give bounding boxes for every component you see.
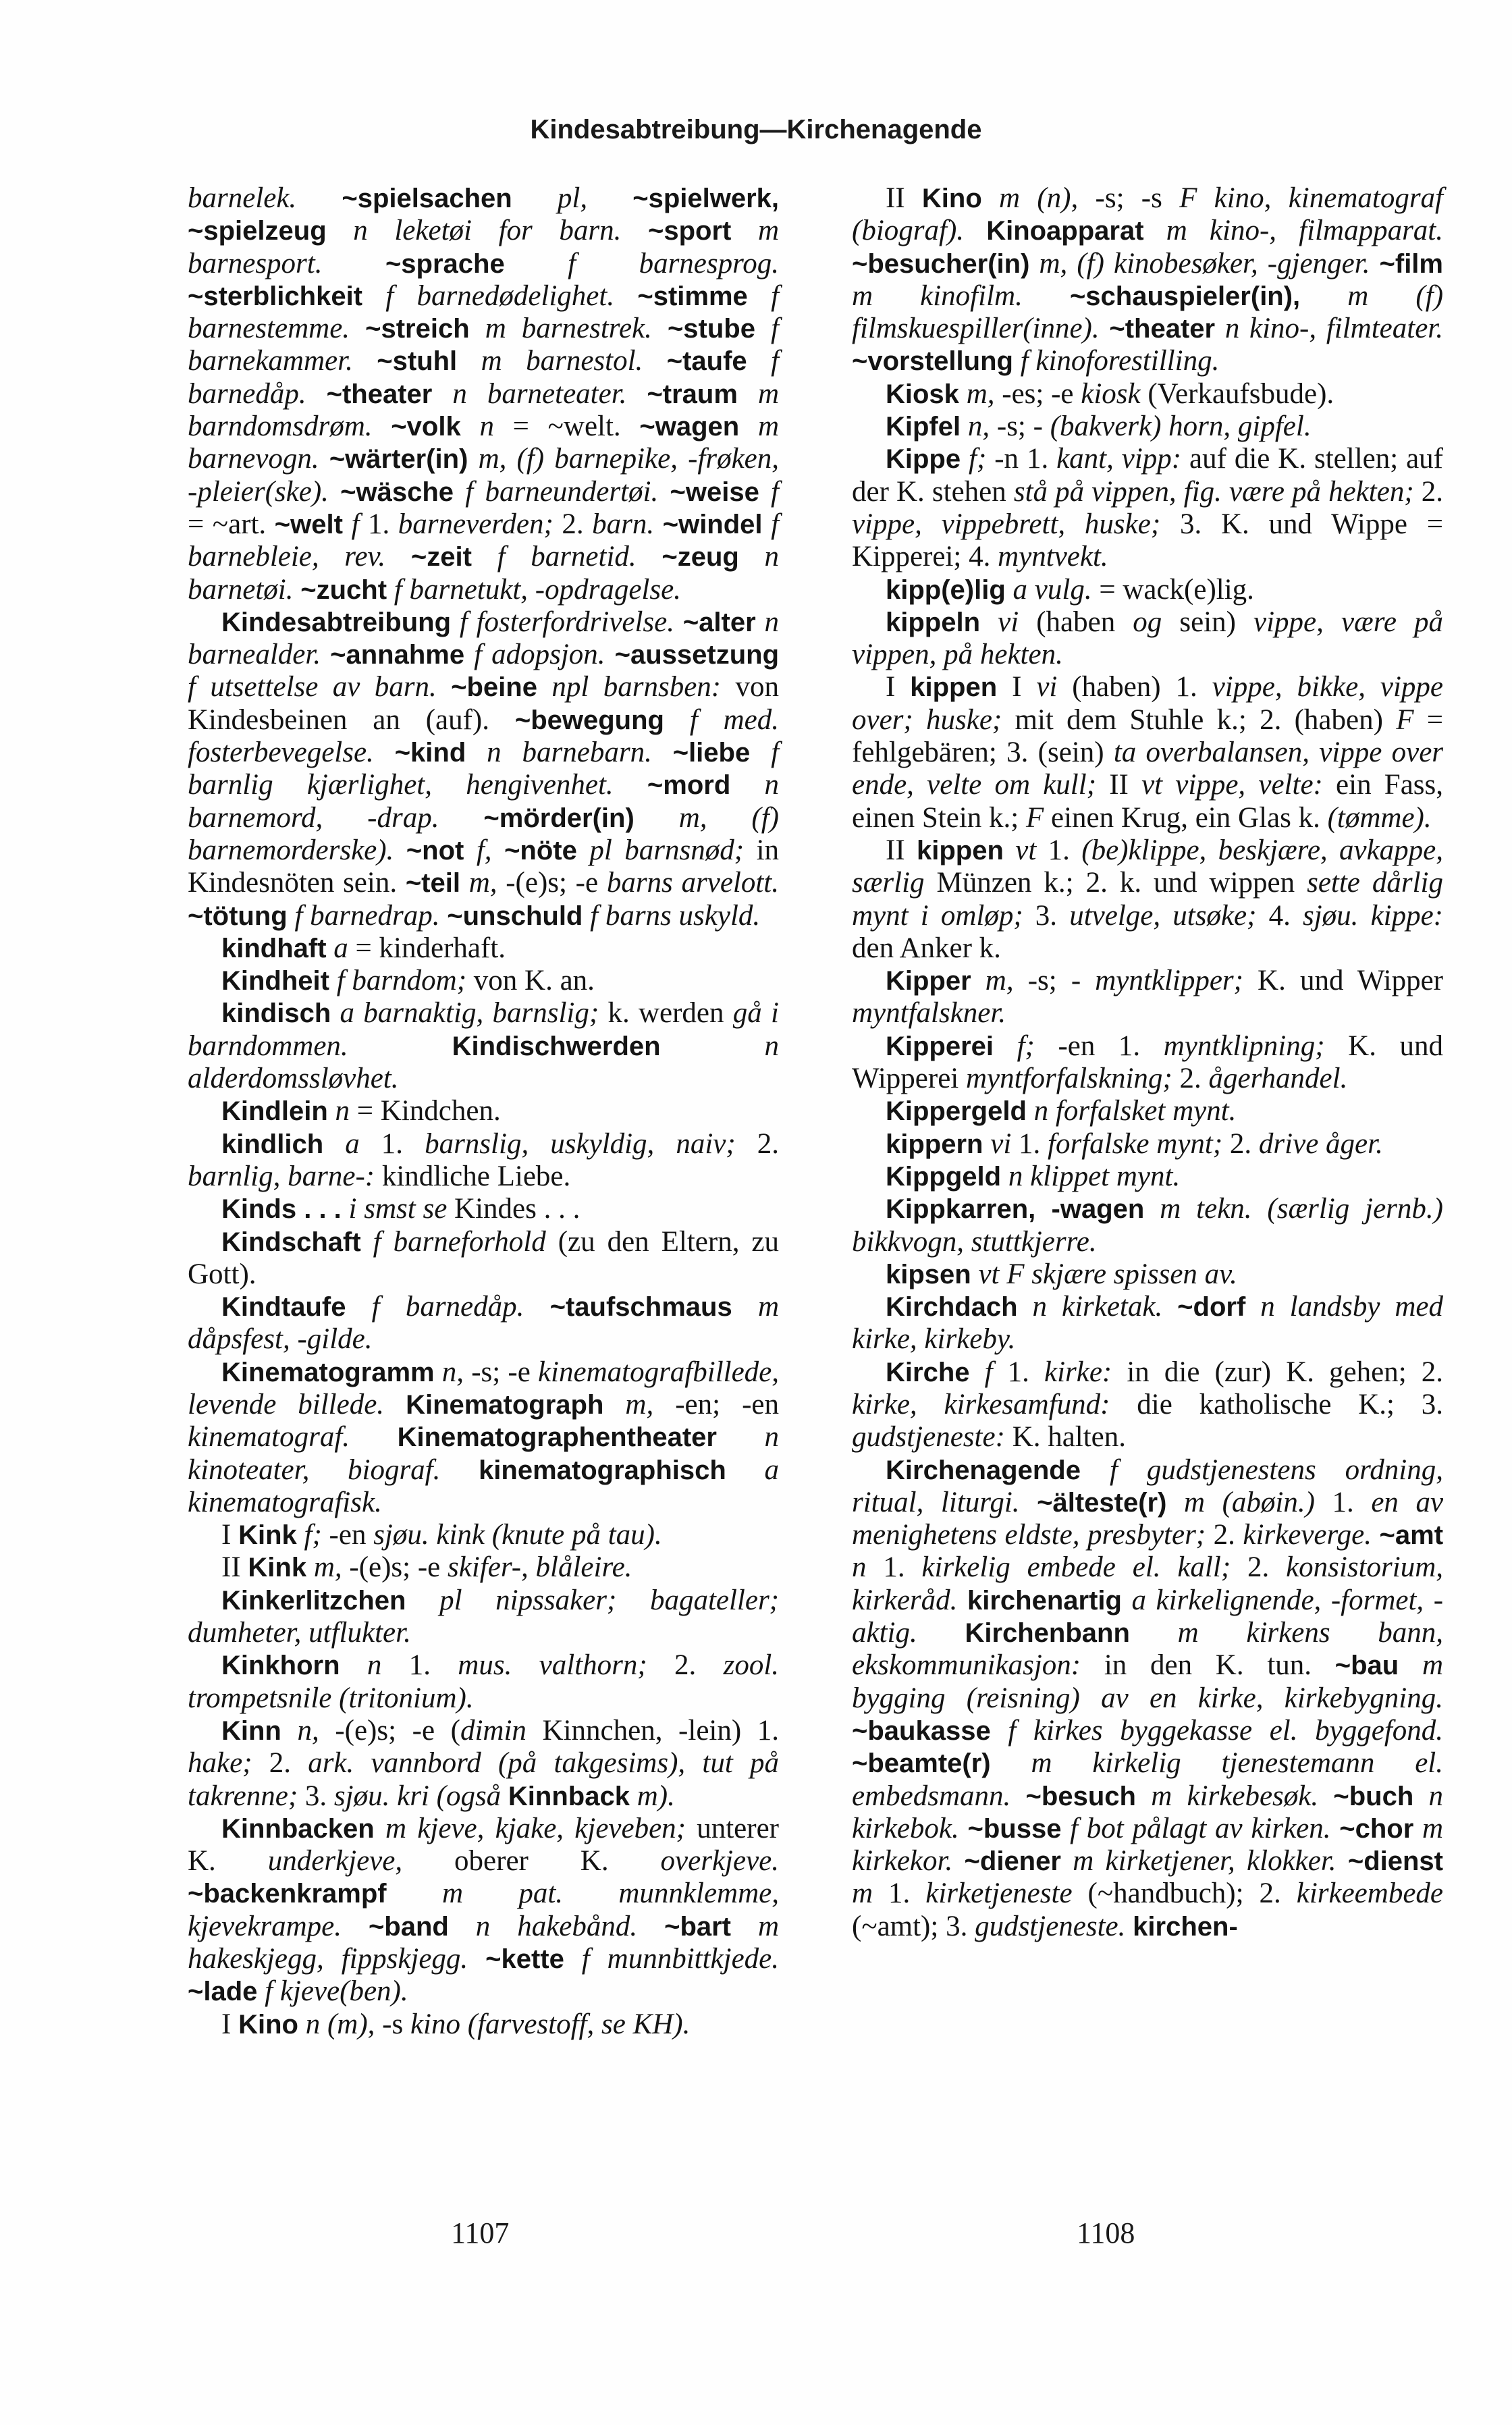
dictionary-entry: Kindschaft f barneforhold (zu den Eltern, zu Gott). bbox=[188, 1225, 780, 1290]
dictionary-entry: kippeln vi (haben og sein) vippe, være på vippen, på hekten. bbox=[852, 606, 1444, 671]
dictionary-entry: kipp(e)lig a vulg. = wack(e)lig. bbox=[886, 573, 1254, 606]
dictionary-entry: I Kino n (m), -s kino (farvestoff, se KH). bbox=[221, 2008, 691, 2040]
dictionary-entry: Kindheit f barndom; von K. an. bbox=[221, 965, 595, 997]
dictionary-entry: kippern vi 1. forfalske mynt; 2. drive åger. bbox=[886, 1127, 1383, 1160]
dictionary-entry: Kipper m, -s; - myntklipper; K. und Wipper myntfalskner. bbox=[852, 965, 1444, 1030]
dictionary-entry: kindhaft a = kinderhaft. bbox=[221, 932, 506, 964]
dictionary-entry: II kippen vt 1. (be)klippe, beskjære, avkappe, særlig Münzen k.; 2. k. und wippen sette dårlig mynt i omløp; 3. utvelge, utsøke; 4. sjøu. kippe: den Anker k. bbox=[852, 834, 1444, 964]
dictionary-entry: II Kino m (n), -s; -s F kino, kinematograf (biograf). Kinoapparat m kino-, filmapparat. ~besucher(in) m, (f) kinobesøker, -gjenger. ~film m kinofilm. ~schauspieler(in), m (f) filmskuespiller(inne). ~theater n kino-, filmteater. ~vorstellung f kinoforestilling. bbox=[852, 182, 1444, 377]
dictionary-entry: I kippen I vi (haben) 1. vippe, bikke, vippe over; huske; mit dem Stuhle k.; 2. (haben) F = fehlgebären; 3. (sein) ta overbalansen, vippe over ende, velte om kull; II vt vippe, velte: ein Fass, einen Stein k.; F einen Krug, ein Glas k. (tømme). bbox=[852, 671, 1444, 834]
dictionary-entry: Kindesabtreibung f fosterfordrivelse. ~alter n barnealder. ~annahme f adopsjon. ~aussetzung f utsettelse av barn. ~beine npl barnsben: von Kindesbeinen an (auf). ~bewegung f med. fosterbevegelse. ~kind n barnebarn. ~liebe f barnlig kjærlighet, hengivenhet. ~mord n barnemord, -drap. ~mörder(in) m, (f) barnemorderske). ~not f, ~nöte pl barnsnød; in Kindesnöten sein. ~teil m, -(e)s; -e barns arvelott. ~tötung f barnedrap. ~unschuld f barns uskyld. bbox=[188, 606, 780, 932]
dictionary-entry: Kindtaufe f barnedåp. ~taufschmaus m dåpsfest, -gilde. bbox=[188, 1291, 779, 1356]
page-number-right: 1108 bbox=[1077, 2216, 1135, 2249]
dictionary-entry: Kinematogramm n, -s; -e kinematografbillede, levende billede. Kinematograph m, -en; -en kinematograf. Kinematographentheater n kinoteater, biograf. kinematographisch a kinematografisk. bbox=[188, 1356, 780, 1518]
right-column bbox=[852, 182, 1443, 1943]
dictionary-entry: barnelek. ~spielsachen pl, ~spielwerk, ~spielzeug n leketøi for barn. ~sport m barnesport. ~sprache f barnesprog. ~sterblichkeit f barnedødelighet. ~stimme f barnestemme. ~streich m barnestrek. ~stube f barnekammer. ~stuhl m barnestol. ~taufe f barnedåp. ~theater n barneteater. ~traum m barndomsdrøm. ~volk n = ~welt. ~wagen m barnevogn. ~wärter(in) m, (f) barnepike, -frøken, -pleier(ske). ~wäsche f barneundertøi. ~weise f = ~art. ~welt f 1. barneverden; 2. barn. ~windel f barnebleie, rev. ~zeit f barnetid. ~zeug n barnetøi. ~zucht f barnetukt, -opdragelse. bbox=[188, 182, 780, 606]
dictionary-entry: II Kink m, -(e)s; -e skifer-, blåleire. bbox=[221, 1551, 632, 1584]
dictionary-entry: Kinnbacken m kjeve, kjake, kjeveben; unterer K. underkjeve, oberer K. overkjeve. ~backenkrampf m pat. munnklemme, kjevekrampe. ~band n hakebånd. ~bart m hakeskjegg, fippskjegg. ~kette f munnbittkjede. ~lade f kjeve(ben). bbox=[188, 1812, 780, 2008]
dictionary-entry: Kippkarren, -wagen m tekn. (særlig jernb.) bikkvogn, stuttkjerre. bbox=[852, 1193, 1443, 1258]
dictionary-entry: Kiosk m, -es; -e kiosk (Verkaufsbude). bbox=[886, 377, 1334, 410]
page-number-left: 1107 bbox=[451, 2216, 510, 2249]
dictionary-entry: Kinkerlitzchen pl nipssaker; bagateller; dumheter, utflukter. bbox=[188, 1584, 780, 1649]
dictionary-entry: Kippergeld n forfalsket mynt. bbox=[886, 1095, 1237, 1127]
dictionary-entry: Kindlein n = Kindchen. bbox=[221, 1095, 501, 1127]
dictionary-entry: I Kink f; -en sjøu. kink (knute på tau). bbox=[221, 1519, 662, 1551]
dictionary-entry: Kinds . . . i smst se Kindes . . . bbox=[221, 1193, 580, 1225]
dictionary-entry: Kinkhorn n 1. mus. valthorn; 2. zool. trompetsnile (tritonium). bbox=[188, 1649, 780, 1714]
dictionary-entry: Kipfel n, -s; - (bakverk) horn, gipfel. bbox=[886, 410, 1312, 443]
left-column bbox=[188, 182, 779, 2041]
dictionary-entry: Kipperei f; -en 1. myntklipning; K. und Wipperei myntforfalskning; 2. ågerhandel. bbox=[852, 1030, 1444, 1095]
dictionary-entry: Kirchenagende f gudstjenestens ordning, ritual, liturgi. ~älteste(r) m (abøin.) 1. en av menighetens eldste, presbyter; 2. kirkeverge. ~amt n 1. kirkelig embede el. kall; 2. konsistorium, kirkeråd. kirchenartig a kirkelignende, -formet, -aktig. Kirchenbann m kirkens bann, ekskommunikasjon: in den K. tun. ~bau m bygging (reisning) av en kirke, kirkebygning. ~baukasse f kirkes byggekasse el. byggefond. ~beamte(r) m kirkelig tjenestemann el. embedsmann. ~besuch m kirkebesøk. ~buch n kirkebok. ~busse f bot pålagt av kirken. ~chor m kirkekor. ~diener m kirketjener, klokker. ~dienst m 1. kirketjeneste (~handbuch); 2. kirkeembede (~amt); 3. gudstjeneste. kirchen- bbox=[852, 1454, 1444, 1942]
dictionary-entry: Kippgeld n klippet mynt. bbox=[886, 1160, 1181, 1192]
dictionary-entry: Kirche f 1. kirke: in die (zur) K. gehen; 2. kirke, kirkesamfund: die katholische K.; 3. gudstjeneste: K. halten. bbox=[852, 1356, 1443, 1454]
dictionary-entry: kindlich a 1. barnslig, uskyldig, naiv; 2. barnlig, barne-: kindliche Liebe. bbox=[188, 1127, 780, 1192]
dictionary-entry: kipsen vt F skjære spissen av. bbox=[886, 1258, 1237, 1290]
dictionary-entry: kindisch a barnaktig, barnslig; k. werden gå i barndommen. Kindischwerden n alderdomssløvhet. bbox=[188, 997, 780, 1095]
dictionary-entry: Kippe f; -n 1. kant, vipp: auf die K. stellen; auf der K. stehen stå på vippen, fig. være på hekten; 2. vippe, vippebrett, huske; 3. K. und Wippe = Kipperei; 4. myntvekt. bbox=[852, 443, 1444, 573]
dictionary-entry: Kinn n, -(e)s; -e (dimin Kinnchen, -lein) 1. hake; 2. ark. vannbord (på takgesims), tut på takrenne; 3. sjøu. kri (også Kinnback m). bbox=[188, 1714, 780, 1812]
running-header: Kindesabtreibung—Kirchenagende bbox=[530, 115, 982, 144]
dictionary-entry: Kirchdach n kirketak. ~dorf n landsby med kirke, kirkeby. bbox=[852, 1291, 1443, 1356]
